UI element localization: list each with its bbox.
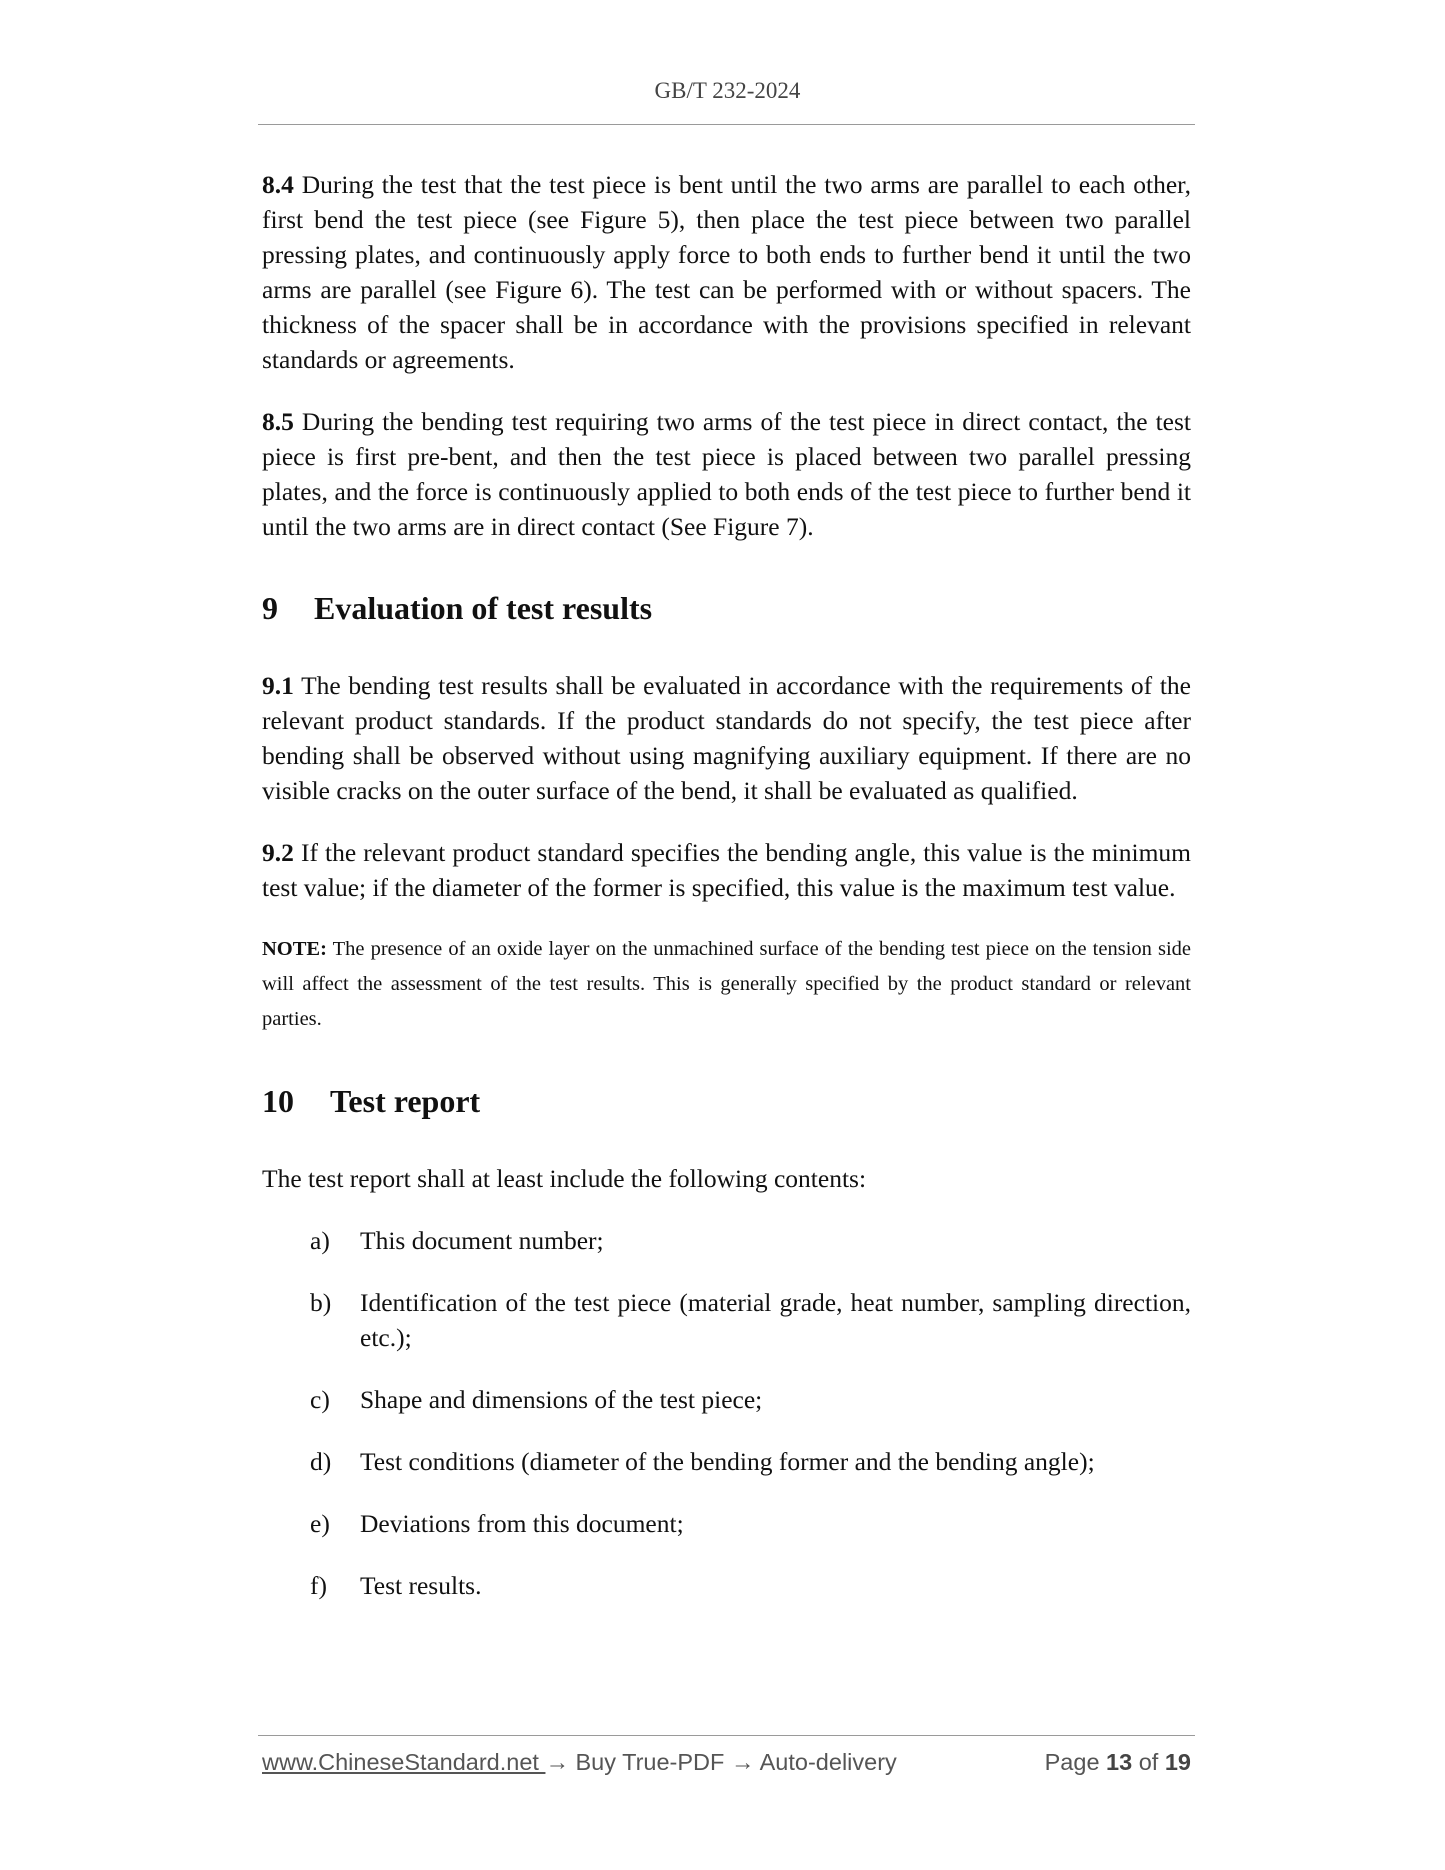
- list-item: [262, 1506, 1191, 1541]
- footer-trail: → Buy True-PDF → Auto-delivery: [545, 1749, 897, 1775]
- report-contents-list: [262, 1223, 1191, 1603]
- list-item-text: Identification of the test piece (material grade, heat number, sampling direction, etc.);: [360, 1288, 1191, 1352]
- list-marker: f): [310, 1571, 327, 1600]
- page-total: 19: [1164, 1749, 1191, 1775]
- note-paragraph: [262, 932, 1191, 1037]
- note-text: The presence of an oxide layer on the unmachined surface of the bending test piece on the tension side will affect the assessment of the test results. This is generally specified by the product standard or relevant parties.: [262, 938, 1191, 1030]
- heading-number: 9: [262, 590, 278, 626]
- clause-number: 8.4: [262, 170, 294, 199]
- clause-text: If the relevant product standard specifies the bending angle, this value is the minimum test value; if the diameter of the former is specified, this value is the maximum test value.: [262, 838, 1191, 902]
- clause-number: 8.5: [262, 407, 294, 436]
- clause-number: 9.2: [262, 838, 294, 867]
- site-link[interactable]: www.ChineseStandard.net: [262, 1749, 546, 1775]
- clause-8-5: [262, 404, 1191, 544]
- list-marker: d): [310, 1447, 332, 1476]
- section-heading-9: [262, 588, 1191, 628]
- document-page: [260, 0, 1195, 1870]
- clause-number: 9.1: [262, 671, 294, 700]
- note-label: NOTE:: [262, 938, 327, 960]
- section-heading-10: [262, 1081, 1191, 1121]
- page-body: [262, 167, 1191, 1630]
- clause-9-1: [262, 668, 1191, 808]
- clause-text: The bending test results shall be evaluated in accordance with the requirements of the relevant product standards. If the product standards do not specify, the test piece after bending shall be observed without using magnifying auxiliary equipment. If there are no visible cracks on the outer surface of the bend, it shall be evaluated as qualified.: [262, 671, 1191, 805]
- page-footer: [262, 1749, 1191, 1776]
- heading-number: 10: [262, 1083, 294, 1119]
- clause-9-2: [262, 835, 1191, 905]
- list-item-text: Test results.: [360, 1571, 482, 1600]
- list-item: [262, 1285, 1191, 1355]
- list-item-text: This document number;: [360, 1226, 604, 1255]
- footer-left: [262, 1749, 897, 1776]
- clause-text: During the test that the test piece is bent until the two arms are parallel to each other, first bend the test piece (see Figure 5), then place the test piece between two parallel pressing plates, and continuously apply force to both ends to further bend it until the two arms are parallel (see Figure 6). The test can be performed with or without spacers. The thickness of the spacer shall be in accordance with the provisions specified in relevant standards or agreements.: [262, 170, 1191, 374]
- list-marker: c): [310, 1385, 330, 1414]
- heading-title: Test report: [330, 1083, 481, 1119]
- list-item: [262, 1444, 1191, 1479]
- heading-title: Evaluation of test results: [314, 590, 653, 626]
- list-marker: a): [310, 1226, 330, 1255]
- page-word: Page: [1044, 1749, 1107, 1775]
- report-intro: The test report shall at least include the following contents:: [262, 1164, 867, 1193]
- page-of: of: [1132, 1749, 1165, 1775]
- list-item-text: Test conditions (diameter of the bending former and the bending angle);: [360, 1447, 1095, 1476]
- list-marker: e): [310, 1509, 330, 1538]
- page-current: 13: [1106, 1749, 1133, 1775]
- list-item-text: Deviations from this document;: [360, 1509, 684, 1538]
- page-indicator: [1045, 1749, 1191, 1776]
- clause-text: During the bending test requiring two arms of the test piece in direct contact, the test piece is first pre-bent, and then the test piece is placed between two parallel pressing plates, and the force is continuously applied to both ends of the test piece to further bend it until the two arms are in direct contact (See Figure 7).: [262, 407, 1191, 541]
- page-header: GB/T 232-2024: [654, 78, 801, 103]
- header-divider: [258, 124, 1195, 125]
- footer-divider: [258, 1735, 1195, 1736]
- list-marker: b): [310, 1288, 332, 1317]
- list-item: [262, 1568, 1191, 1603]
- list-item-text: Shape and dimensions of the test piece;: [360, 1385, 763, 1414]
- clause-8-4: [262, 167, 1191, 377]
- list-item: [262, 1223, 1191, 1258]
- list-item: [262, 1382, 1191, 1417]
